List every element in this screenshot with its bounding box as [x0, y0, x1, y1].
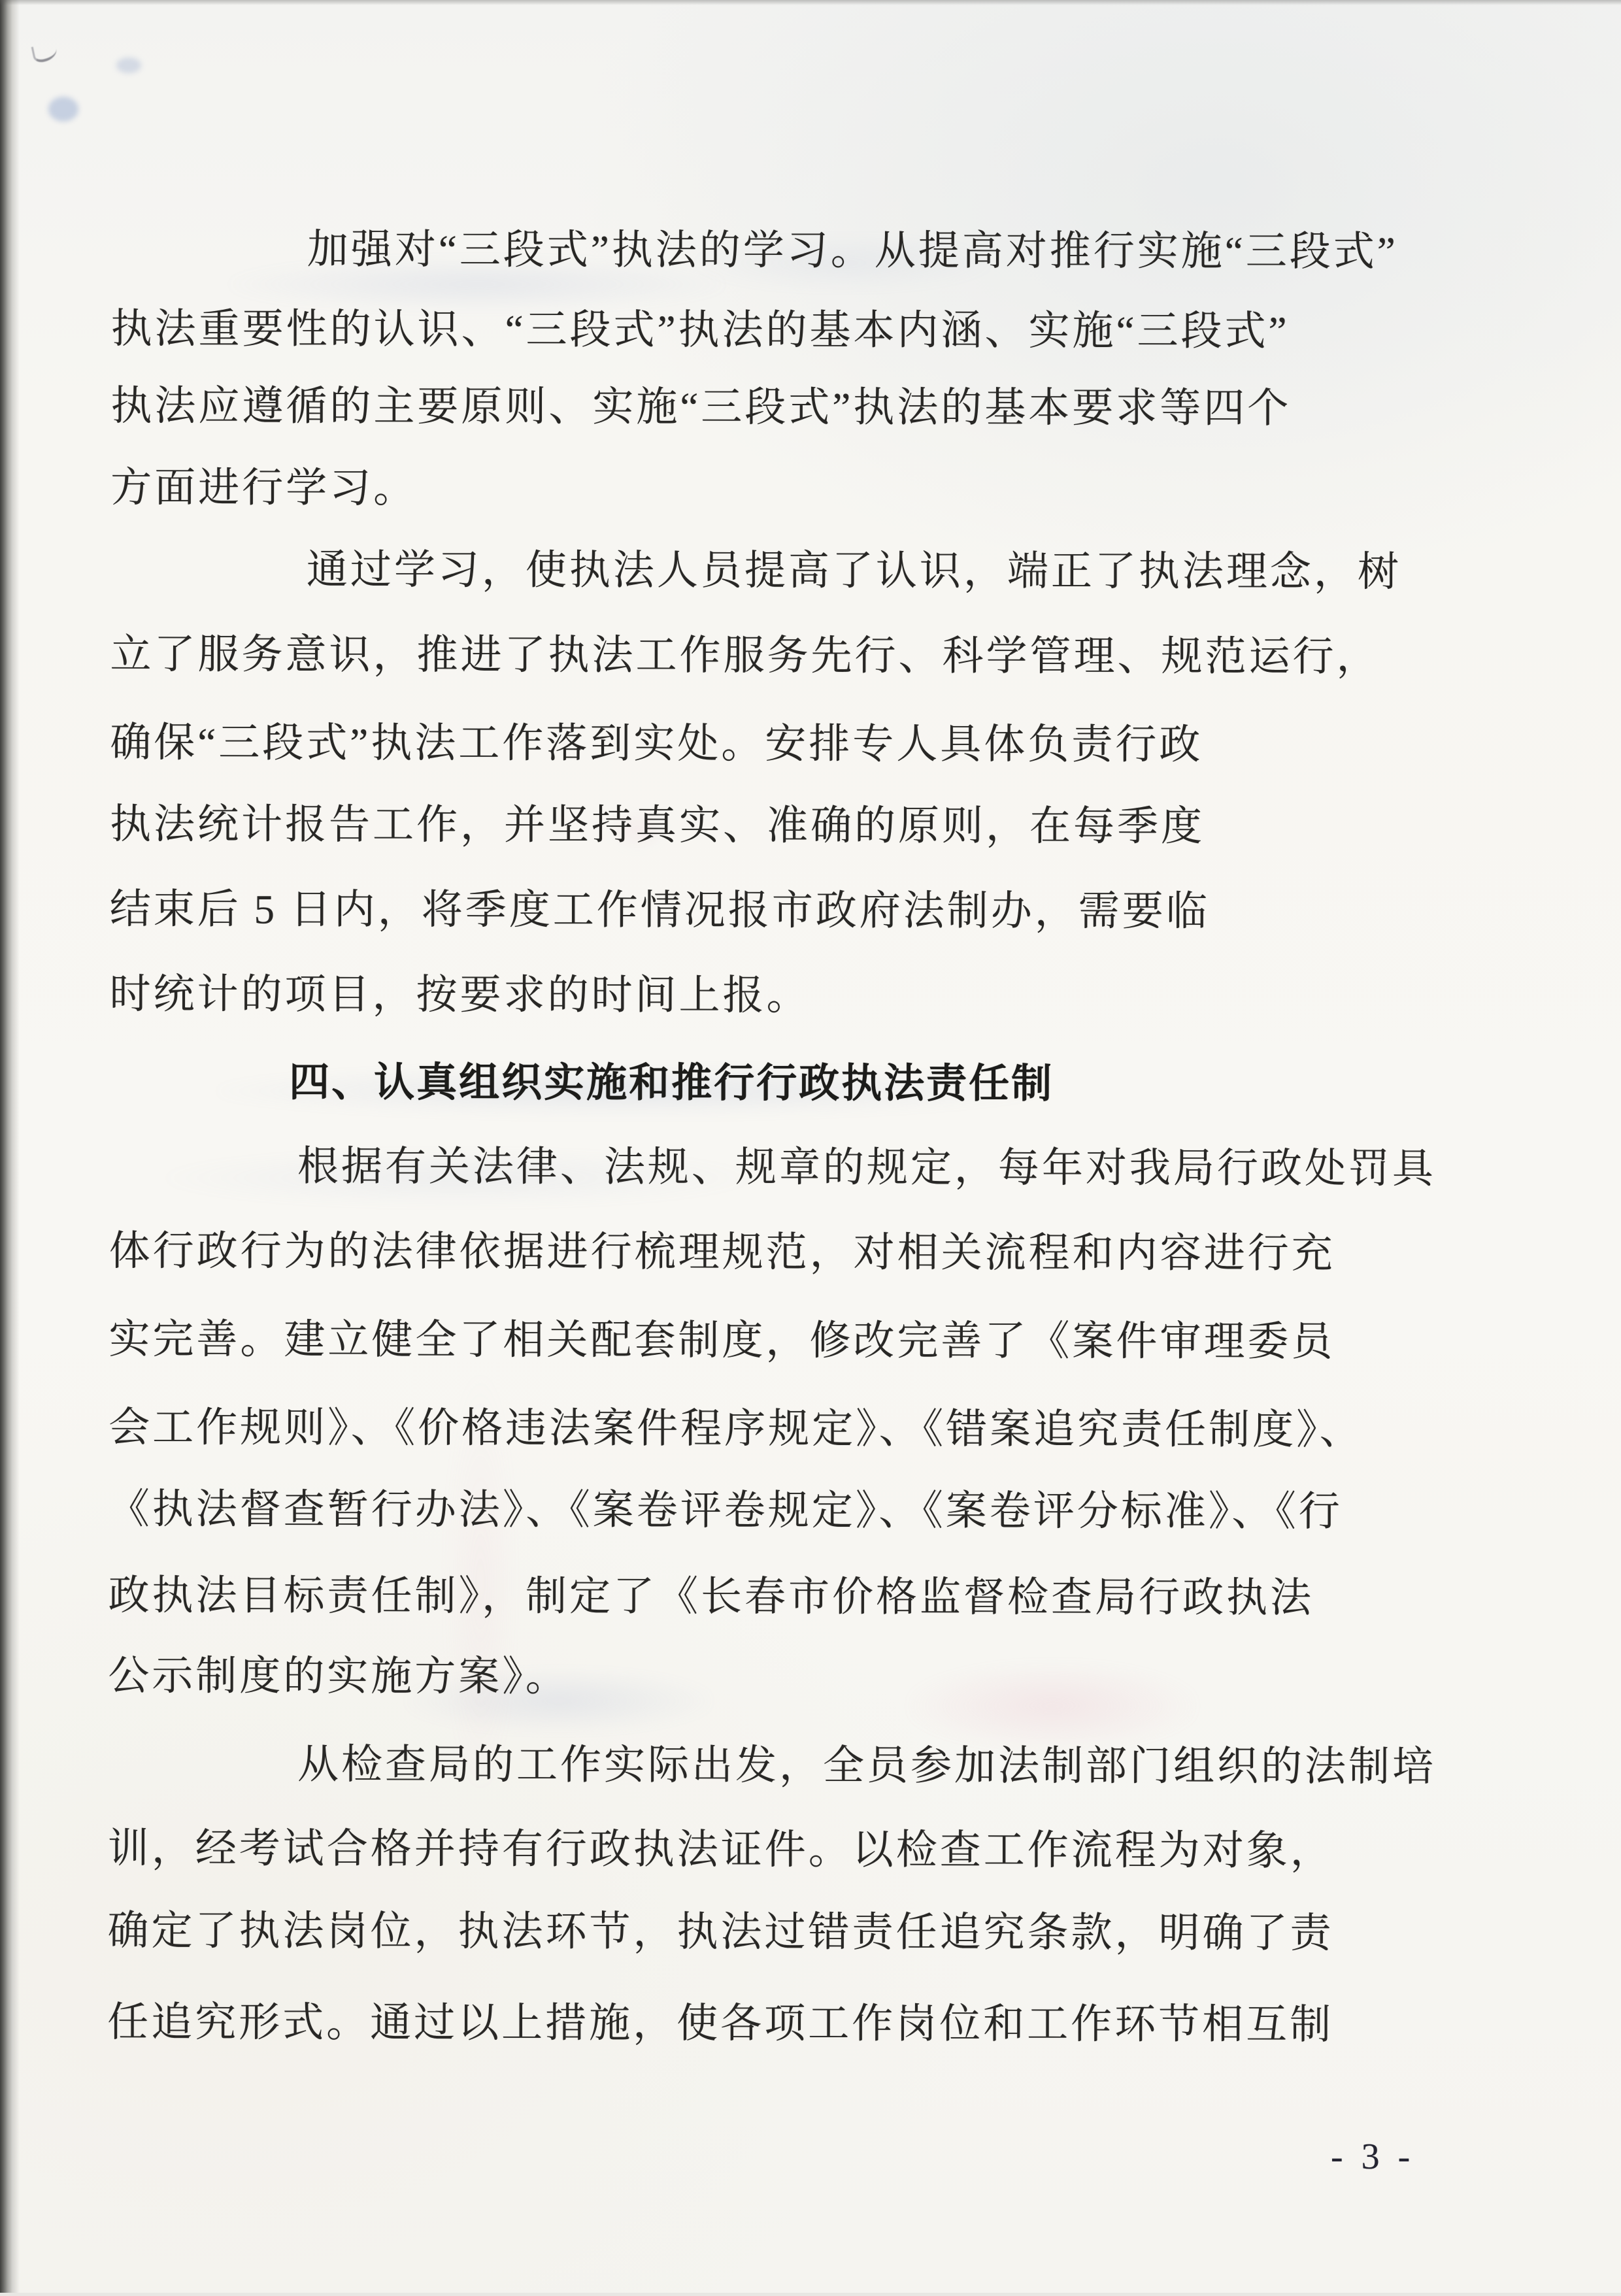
text-line: 实完善。建立健全了相关配套制度，修改完善了《案件审理委员 — [109, 1316, 1335, 1365]
text-line: 执法统计报告工作，并坚持真实、准确的原则，在每季度 — [109, 801, 1205, 850]
text-line: 体行政行为的法律依据进行梳理规范，对相关流程和内容进行充 — [109, 1227, 1335, 1276]
text-line: 会工作规则》、《价格违法案件程序规定》、《错案追究责任制度》、 — [109, 1404, 1363, 1454]
text-line: 方面进行学习。 — [110, 464, 418, 511]
text-line: 通过学习，使执法人员提高了认识，端正了执法理念，树 — [306, 546, 1401, 595]
page-number: - 3 - — [1331, 2137, 1415, 2177]
text-line: 从检查局的工作实际出发，全员参加法制部门组织的法制培 — [297, 1741, 1437, 1790]
text-line: 立了服务意识，推进了执法工作服务先行、科学管理、规范运行， — [110, 631, 1380, 680]
text-line: 根据有关法律、法规、规章的规定，每年对我局行政处罚具 — [297, 1143, 1437, 1192]
text-line: 结束后 5 日内，将季度工作情况报市政府法制办，需要临 — [109, 886, 1210, 935]
text-line: 训，经考试合格并持有行政执法证件。以检查工作流程为对象， — [107, 1825, 1334, 1874]
text-line: 时统计的项目，按要求的时间上报。 — [109, 971, 811, 1019]
text-line: 《执法督查暂行办法》、《案卷评卷规定》、《案卷评分标准》、《行 — [108, 1486, 1343, 1535]
text-line: 加强对“三段式”执法的学习。从提高对推行实施“三段式” — [307, 226, 1398, 275]
text-line: 任追究形式。通过以上措施，使各项工作岗位和工作环节相互制 — [107, 1999, 1334, 2048]
text-line: 公示制度的实施方案》。 — [108, 1652, 569, 1700]
text-line: 政执法目标责任制》，制定了《长春市价格监督检查局行政执法 — [108, 1572, 1314, 1621]
section-heading: 四、认真组织实施和推行行政执法责任制 — [289, 1059, 1054, 1107]
text-line: 确保“三段式”执法工作落到实处。安排专人具体负责行政 — [110, 719, 1203, 768]
text-line: 执法应遵循的主要原则、实施“三段式”执法的基本要求等四个 — [110, 382, 1292, 431]
text-line: 执法重要性的认识、“三段式”执法的基本内涵、实施“三段式” — [110, 305, 1290, 354]
text-line: 确定了执法岗位，执法环节，执法过错责任追究条款，明确了责 — [107, 1907, 1334, 1956]
